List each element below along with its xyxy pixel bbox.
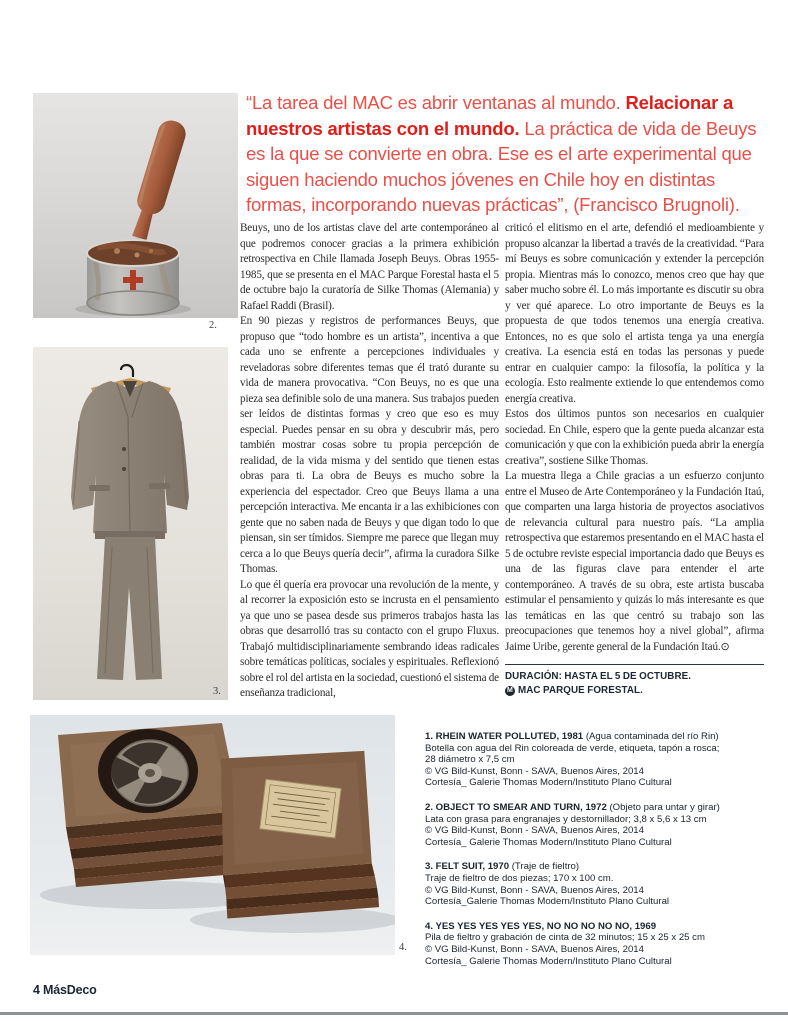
photo-object-to-smear-and-turn — [33, 93, 238, 318]
caption-description: Lata con grasa para engranajes y destornillador; 3,8 x 5,6 x 13 cm — [425, 813, 707, 825]
article-column-1 — [240, 221, 499, 702]
article-column-2 — [505, 221, 764, 697]
caption-credit: © VG Bild-Kunst, Bonn - SAVA, Buenos Aires, 2014 — [425, 765, 644, 777]
caption-credit: © VG Bild-Kunst, Bonn - SAVA, Buenos Aires, 2014 — [425, 825, 644, 837]
exhibition-info-box — [505, 664, 764, 697]
can-screwdriver-illustration — [33, 93, 238, 318]
article-paragraph: La muestra llega a Chile gracias a un esfuerzo conjunto entre el Museo de Arte Contemporáneo y la Fundación Itaú, que comparten una larga historia de proyectos asociativos de relevancia cultural para nuestro país. “La amplia retrospectiva que estaremos presentando en el MAC hasta el 5 de octubre reviste especial importancia dado que Beuys es una de las figuras clave para entender el arte contemporáneo. A través de su obra, este artista buscaba estimular el pensamiento y quizás lo más interesante es que las temáticas en las que centró su trabajo son las preocupaciones que tenemos hoy a nivel global”, afirma Jaime Uribe, gerente general de la Fundación Itaú.⊙ — [505, 470, 764, 653]
duration-line: DURACIÓN: HASTA EL 5 DE OCTUBRE. — [505, 671, 692, 682]
felt-stack-illustration — [30, 715, 395, 955]
caption-description: 28 diámetro x 7,5 cm — [425, 754, 515, 766]
photo-felt-suit — [33, 347, 228, 700]
pull-quote-segment: La práctica de vida de Beuys es la que se convierte en obra. Ese es el arte experimental que siguen haciendo muchos jóvenes en Chile hoy en distintas formas, incorporando nuevas prácticas”, (Francisco Brugnoli). — [246, 117, 757, 215]
photo-felt-stack-tape — [30, 715, 395, 955]
article-paragraph: Beuys, uno de los artistas clave del arte contemporáneo al que podremos conocer gracias a la primera exhibición retrospectiva en Chile llamada Joseph Beuys. Obras 1955-1985, que se presenta en el MAC Parque Forestal hasta el 5 de octubre bajo la curatoría de Silke Thomas (Alemania) y Rafael Raddi (Brasil). — [240, 222, 499, 312]
caption-courtesy: Cortesía_ Galerie Thomas Modern/Instituto Plano Cultural — [425, 836, 672, 848]
mac-location-icon: M — [505, 686, 515, 696]
page-number-brand: 4 MásDeco — [33, 983, 97, 997]
caption-description: Traje de fieltro de dos piezas; 170 x 100 cm. — [425, 872, 614, 884]
caption-courtesy: Cortesía_ Galerie Thomas Modern/Instituto Plano Cultural — [425, 777, 672, 789]
article-paragraph: En 90 piezas y registros de performances Beuys, que propuso que “todo hombre es un artista”, incentiva a que cada uno se enfrente a percepciones individuales y reveladoras sobre diferentes temas que él trató durante su vida de manera provocativa. “Con Beuys, no es que una pieza sea definible solo de una manera. Sus trabajos pueden ser leídos de distintas formas y creo que eso es muy especial. Puedes pensar en su obra y descubrir más, pero también mostrar cosas sobre tu propia percepción de realidad, de la vida misma y del sentido que tienen estas obras para ti. La obra de Beuys es mucho sobre la experiencia del espectador. Creo que Beuys llama a una percepción interactiva. Me encanta ir a las exhibiciones con gente que no saben nada de Beuys y que digan todo lo que piensan, sin ser tímidos. Siempre me parece que llegan muy cerca a lo que Beuys quería decir”, afirma la curadora Silke Thomas. — [240, 315, 499, 575]
tin-can — [87, 240, 179, 315]
pull-quote — [246, 90, 764, 218]
felt-stack-left — [58, 723, 250, 887]
caption-credit: © VG Bild-Kunst, Bonn - SAVA, Buenos Aires, 2014 — [425, 943, 644, 955]
figure-number-3: 3. — [213, 686, 221, 697]
hanger-hook — [121, 365, 133, 377]
caption-object-to-smear-and-turn — [425, 802, 766, 848]
felt-stack-right — [197, 729, 395, 942]
caption-courtesy: Cortesía_ Galerie Thomas Modern/Instituto Plano Cultural — [425, 955, 672, 967]
felt-suit-illustration — [33, 347, 228, 700]
page-bottom-rule — [0, 1012, 788, 1015]
figure-number-4: 4. — [399, 942, 407, 953]
caption-rhein-water-polluted — [425, 731, 766, 789]
caption-yes-yes-no-no — [425, 921, 766, 967]
pull-quote-bold-segment: Relacionar a nuestros artistas con el mundo. — [246, 92, 734, 139]
felt-jacket — [71, 381, 189, 538]
location-text: MAC PARQUE FORESTAL. — [518, 684, 643, 696]
location-line — [505, 684, 764, 698]
pull-quote-segment: “La tarea del MAC es abrir ventanas al mundo. — [246, 92, 626, 113]
article-paragraph: Lo que él quería era provocar una revolución de la mente, y al recorrer la exposición esto se incrusta en el pensamiento ya que uno se pasea desde sus primeros trabajos hasta las obras que desarrolló tras su contacto con el grupo Fluxus. Trabajó multidisciplinariamente sembrando ideas radicales sobre temáticas políticas, sociales y espirituales. Reflexionó sobre el rol del artista en la sociedad, cuestionó el sistema de enseñanza tradicional, — [240, 578, 499, 699]
caption-description: Botella con agua del Rin coloreada de verde, etiqueta, tapón a rosca; — [425, 742, 720, 754]
felt-trousers — [95, 531, 165, 680]
caption-title: 4. YES YES YES YES YES, NO NO NO NO NO, 1969 — [425, 920, 657, 932]
figure-number-2: 2. — [209, 320, 217, 331]
article-paragraph: criticó el elitismo en el arte, defendió el medioambiente y propuso alcanzar la libertad a través de la creatividad. “Para mí Beuys es sobre comunicación y extender la percepción propia. Mientras más lo conozco, menos creo que hay que saber mucho sobre él. Lo más importante es discutir su obra y ver qué aparece. Lo otro importante de Beuys es la propuesta de que todos tenemos una energía creativa. Entonces, no es que solo el artista tenga ya una energía creativa. La esencia está en todas las personas y puede entrar en cualquier campo: la filosofía, la política y la ecología. Esto realmente extiende lo que entendemos como energía creativa. — [505, 222, 764, 405]
caption-list — [425, 731, 766, 980]
caption-felt-suit — [425, 861, 766, 907]
article-paragraph: Estos dos últimos puntos son necesarios en cualquier sociedad. En Chile, espero que la gente pueda alcanzar esta comunicación y que con la exhibición pueda abrir la energía creativa”, sostiene Silke Thomas. — [505, 408, 764, 467]
caption-credit: © VG Bild-Kunst, Bonn - SAVA, Buenos Aires, 2014 — [425, 884, 644, 896]
caption-title: 2. OBJECT TO SMEAR AND TURN, 1972 (Objeto para untar y girar) — [425, 801, 720, 813]
caption-title: 1. RHEIN WATER POLLUTED, 1981 (Agua contaminada del río Rin) — [425, 731, 719, 742]
caption-description: Pila de fieltro y grabación de cinta de 32 minutos; 15 x 25 x 25 cm — [425, 932, 705, 944]
caption-courtesy: Cortesía_Galerie Thomas Modern/Instituto Plano Cultural — [425, 896, 670, 908]
tape-reel — [111, 740, 188, 806]
caption-title: 3. FELT SUIT, 1970 (Traje de fieltro) — [425, 861, 580, 873]
